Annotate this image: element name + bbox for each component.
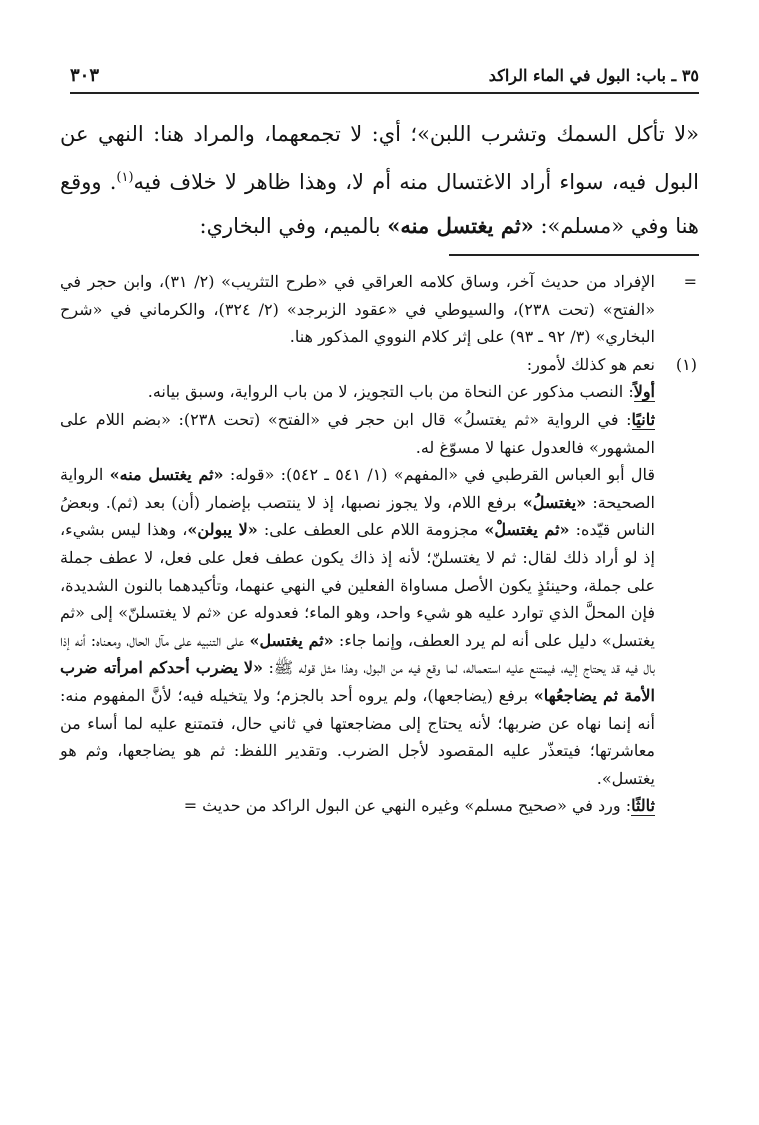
footnote-intro: نعم هو كذلك لأمور:: [526, 354, 655, 374]
point-label: ثالثًا: [631, 796, 655, 816]
quote-bold: «ثم يغتسلْ»: [484, 520, 570, 540]
point-third: [60, 792, 655, 820]
hadith-quote: «ثم يغتسل منه»: [387, 213, 534, 238]
footnote-text: الإفراد من حديث آخر، وساق كلامه العراقي في «طرح التثريب» (٢/ ٣١)، وابن حجر في «الفتح» (تحت ٢٣٨)، والسيوطي في «عقود الزبرجد» (٢/ ٣٢٤)، والكرماني في «شرح البخاري» (٣/ ٩٢ ـ ٩٣) على إثر كلام النووي المذكور هنا.: [60, 272, 656, 347]
quote-bold: «ثم يغتسل منه»: [109, 465, 224, 485]
quote-bold: «لا يضرب أحدكم امرأته ضرب الأمة ثم يضاجعُها»: [60, 658, 656, 705]
quote-bold: «يغتسلُ»: [522, 492, 587, 512]
quote-text: برفع (يضاجعها)، ولم يروه أحد بالجزم؛ ولا يتخيله فيه؛ لأنَّ المفهوم منه: أنه إنما نهاه عن ضربها؛ لأنه يحتاج إلى مضاجعتها في ثاني حال، فتمتنع عليه لما أساء من معاشرتها؛ فيتعذّر عليه المقصود لأجل الضرب. وتقدير اللفظ: ثم هو يضاجعها، وثم هو يغتسل».: [60, 685, 655, 788]
quote-text: ، وهذا ليس بشيء، إذ لو أراد ذلك لقال: ثم لا يغتسلنّ؛ لأنه إذ ذاك يكون عطف فعل على فعل، لا عطف جملة على جملة، وحينئذٍ يكون الأصل مساواة الفعلين في النهي عنهما، وتأكيدهما بالنون الشديدة، فإن المحلَّ الذي توارد عليه هو شيء واحد، وهو الماء؛ فعدوله عن «ثم لا يغتسلنّ» إلى «ثم يغتسل» دليل على أنه لم يرد العطف، وإنما جاء:: [60, 520, 655, 650]
footnote-number: (١): [675, 354, 697, 374]
running-header: [70, 58, 699, 94]
quote-bold: «ثم يغتسل»: [249, 630, 334, 650]
qurtubi-quote: [60, 461, 655, 792]
quote-text: قال أبو العباس القرطبي في «المفهم» (١/ ٥٤١ ـ ٥٤٢): «قوله:: [223, 465, 656, 485]
page-number: ٣٠٣: [70, 64, 100, 86]
point-text: : ورد في «صحيح مسلم» وغيره النهي عن البول الراكد من حديث =: [183, 796, 632, 816]
point-first: [60, 378, 655, 406]
footnotes: [60, 268, 697, 820]
main-text: [60, 112, 699, 248]
quote-bold: «لا يبولن»: [187, 520, 258, 540]
point-text: : النصب مذكور عن النحاة من باب التجويز، لا من باب الرواية، وسبق بيانه.: [147, 382, 634, 402]
point-second: [60, 406, 655, 461]
quote-text: مجزومة اللام على العطف على:: [257, 520, 485, 540]
footnote-continuation: [60, 268, 697, 351]
footnote-1: [60, 351, 697, 820]
footnote-reference[interactable]: (١): [116, 170, 134, 185]
main-text-part: «لا تأكل السمك وتشرب اللبن»؛ أي: لا تجمعهما، والمراد هنا: النهي عن البول فيه، سواء أراد الاغتسال منه أم لا، وهذا ظاهر لا خلاف فيه: [60, 122, 699, 194]
footnote-separator: [449, 254, 699, 256]
quote-text: على التنبيه على مآل الحال، ومعناه: أنه إذا بال فيه قد يحتاج إليه، فيمتنع عليه استعماله، لما وقع فيه من البول، وهذا مثل قوله ﷺ:: [60, 630, 656, 678]
point-text: : في الرواية «ثم يغتسلُ» قال ابن حجر في «الفتح» (تحت ٢٣٨): «بضم اللام على المشهور» فالعدول عنها لا مسوّغ له.: [60, 409, 655, 457]
main-text-part: . ووقع هنا وفي «مسلم»:: [60, 170, 699, 238]
main-text-part: بالميم، وفي البخاري:: [199, 214, 388, 238]
chapter-title: ٣٥ ـ باب: البول في الماء الراكد: [488, 65, 699, 85]
quote-text: الرواية الصحيحة:: [60, 465, 656, 512]
quote-text: برفع اللام، ولا يجوز نصبها، إذ لا ينتصب بإضمار (أن) بعد (ثم). وبعضُ الناس قيّده:: [60, 492, 655, 540]
continuation-marker: =: [683, 272, 697, 291]
point-label: أولاً: [633, 382, 655, 402]
main-paragraph: [60, 112, 699, 248]
point-label: ثانيًا: [631, 409, 656, 429]
